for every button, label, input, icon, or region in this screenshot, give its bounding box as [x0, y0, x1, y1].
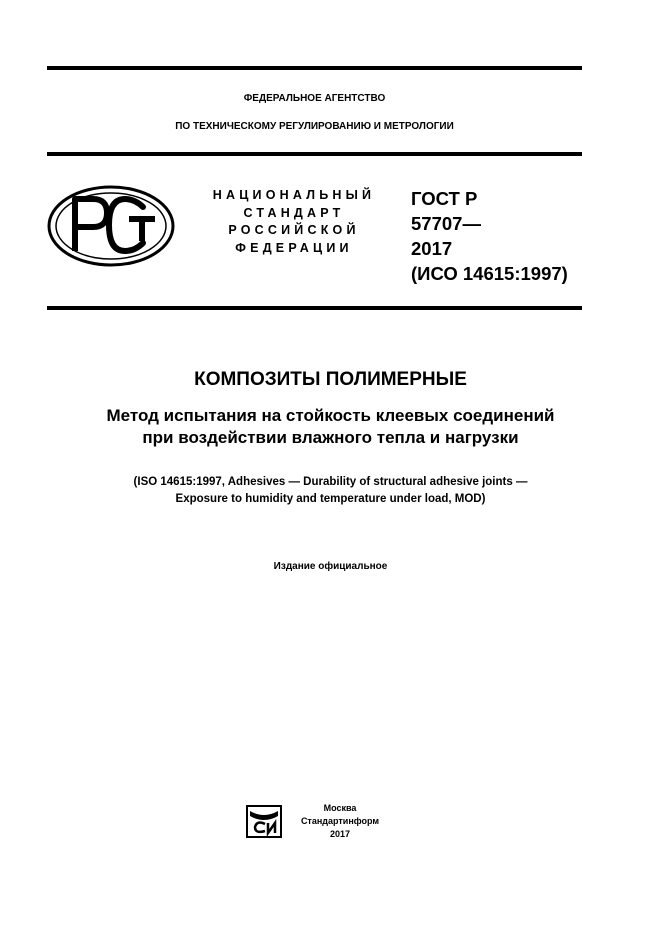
designation-line-1: ГОСТ Р [411, 188, 478, 209]
gost-certification-logo [47, 185, 175, 267]
iso-reference-line-1: (ISO 14615:1997, Adhesives — Durability of structural adhesive joints — [133, 476, 528, 488]
iso-reference [40, 474, 621, 508]
standard-type-block [196, 187, 392, 257]
designation-line-3: 2017 [411, 238, 453, 259]
standard-type-line-2: СТАНДАРТ [243, 205, 345, 220]
subtitle-line-2: при воздействии влажного тепла и нагрузки [142, 428, 519, 447]
standard-type-line-3: РОССИЙСКОЙ [228, 223, 360, 237]
top-rule [47, 66, 582, 70]
document-subtitle [40, 405, 621, 449]
standartinform-logo [246, 805, 282, 838]
standard-designation [411, 186, 568, 286]
imprint-city: Москва [323, 803, 357, 813]
imprint-block [292, 802, 388, 841]
iso-reference-line-2: Exposure to humidity and temperature under load, MOD) [175, 493, 486, 505]
imprint-publisher: Стандартинформ [300, 816, 380, 826]
designation-line-4: (ИСО 14615:1997) [411, 263, 568, 284]
header-rule [47, 152, 582, 156]
agency-line-2: ПО ТЕХНИЧЕСКОМУ РЕГУЛИРОВАНИЮ И МЕТРОЛОГИИ [175, 121, 454, 132]
subtitle-line-1: Метод испытания на стойкость клеевых соединений [106, 406, 555, 425]
standard-type-line-1: НАЦИОНАЛЬНЫЙ [212, 188, 376, 202]
title-block-rule [47, 306, 582, 310]
designation-line-2: 57707— [411, 213, 481, 234]
imprint-year: 2017 [329, 829, 351, 839]
standard-type-line-4: ФЕДЕРАЦИИ [235, 240, 353, 255]
edition-label: Издание официальное [273, 561, 388, 572]
agency-line-1: ФЕДЕРАЛЬНОЕ АГЕНТСТВО [243, 93, 386, 104]
document-title: КОМПОЗИТЫ ПОЛИМЕРНЫЕ [194, 369, 467, 390]
